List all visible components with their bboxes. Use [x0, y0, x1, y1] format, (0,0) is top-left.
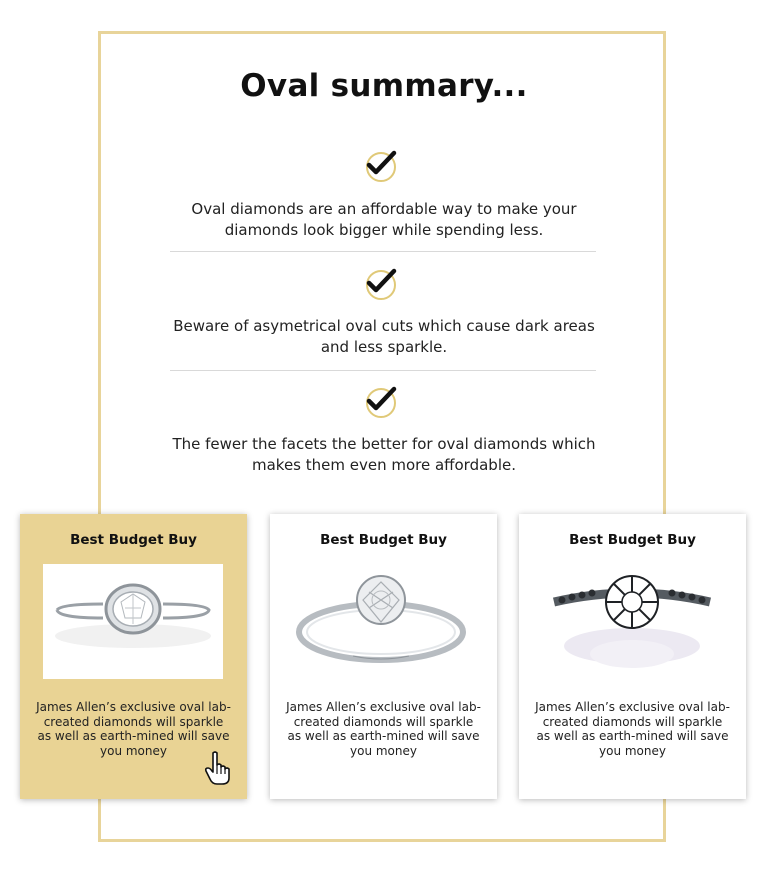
divider: [170, 370, 596, 371]
card-description: James Allen’s exclusive oval lab-created diamonds will sparkle as well as earth-mined will save you money: [286, 700, 481, 758]
card-title: Best Budget Buy: [569, 532, 696, 548]
summary-point-3: The fewer the facets the better for oval diamonds which makes them even more affordable.: [172, 435, 596, 474]
checkmark-icon: [364, 148, 400, 184]
divider: [170, 251, 596, 252]
card-description: James Allen’s exclusive oval lab-created diamonds will sparkle as well as earth-mined will save you money: [535, 700, 730, 758]
product-card-3[interactable]: [519, 514, 746, 799]
oval-bezel-ring-image[interactable]: [43, 564, 223, 679]
product-card-1[interactable]: [20, 514, 247, 799]
pave-band-ring-image[interactable]: [542, 564, 722, 679]
page-title: Oval summary...: [240, 68, 528, 104]
summary-point-2: Beware of asymetrical oval cuts which cause dark areas and less sparkle.: [173, 317, 595, 356]
checkmark-icon: [364, 266, 400, 302]
summary-point-1: Oval diamonds are an affordable way to make your diamonds look bigger while spending less.: [191, 200, 577, 239]
checkmark-icon: [364, 384, 400, 420]
card-title: Best Budget Buy: [320, 532, 447, 548]
card-description: James Allen’s exclusive oval lab-created diamonds will sparkle as well as earth-mined will save you money: [36, 700, 231, 758]
hand-pointer-cursor-icon: [204, 750, 234, 786]
product-card-2[interactable]: [270, 514, 497, 799]
card-title: Best Budget Buy: [70, 532, 197, 548]
solitaire-ring-image[interactable]: [293, 564, 473, 679]
